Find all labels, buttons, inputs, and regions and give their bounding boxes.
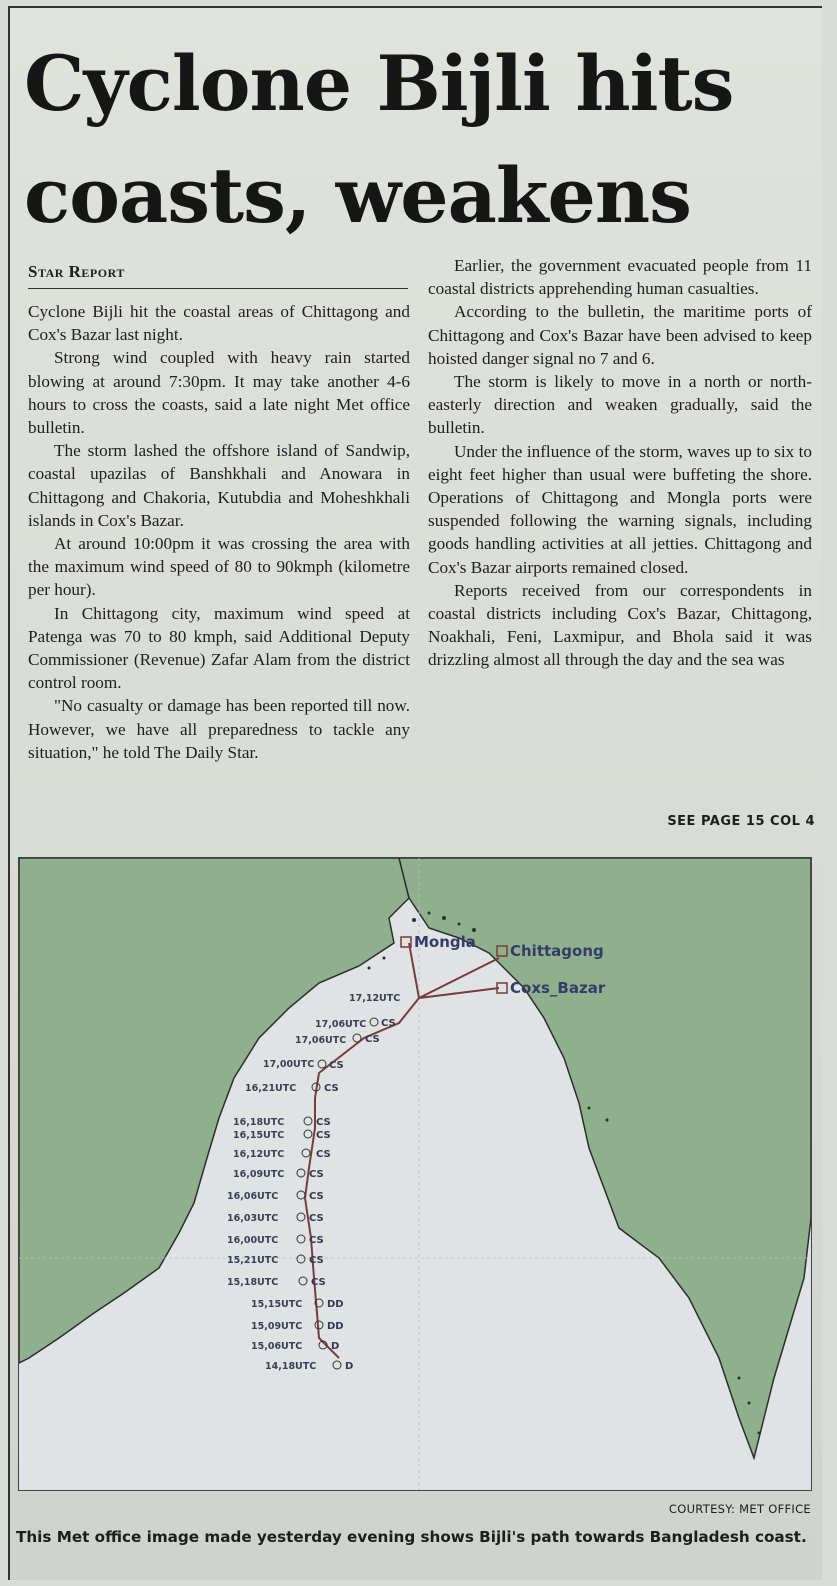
svg-text:DD: DD bbox=[327, 1321, 344, 1332]
track-point bbox=[227, 1213, 324, 1224]
cyclone-track-map bbox=[18, 857, 812, 1491]
svg-text:D: D bbox=[331, 1341, 340, 1352]
city-label-chittagong: Chittagong bbox=[510, 942, 604, 960]
svg-text:16,06UTC: 16,06UTC bbox=[227, 1191, 279, 1202]
headline-line-1: Cyclone Bijli hits bbox=[24, 39, 734, 128]
track-point bbox=[233, 1117, 331, 1128]
track-point bbox=[233, 1149, 331, 1160]
track-point bbox=[233, 1130, 331, 1141]
byline: Star Report bbox=[28, 262, 408, 289]
svg-text:CS: CS bbox=[309, 1169, 324, 1180]
svg-text:CS: CS bbox=[324, 1083, 339, 1094]
paragraph: According to the bulletin, the maritime ports of Chittagong and Cox's Bazar have been advised to keep hoisted danger signal no 7 and 6. bbox=[428, 302, 812, 368]
svg-text:17,06UTC: 17,06UTC bbox=[295, 1035, 347, 1046]
landmass-india bbox=[19, 858, 409, 1363]
svg-text:16,18UTC: 16,18UTC bbox=[233, 1117, 285, 1128]
headline bbox=[24, 28, 824, 252]
svg-text:CS: CS bbox=[381, 1018, 396, 1029]
paragraph: The storm lashed the offshore island of Sandwip, coastal upazilas of Banshkhali and Anowara in Chittagong and Chakoria, Kutubdia and Moheshkhali islands in Cox's Bazar. bbox=[28, 441, 410, 530]
image-caption: This Met office image made yesterday evening shows Bijli's path towards Bangladesh coast. bbox=[16, 1528, 807, 1546]
track-point bbox=[227, 1277, 326, 1288]
svg-text:15,15UTC: 15,15UTC bbox=[251, 1299, 303, 1310]
paragraph: Under the influence of the storm, waves up to six to eight feet higher than usual were buffeting the shore. Operations of Chittagong and Mongla ports were suspended following the warning signals, including goods handling activities at all jetties. Chittagong and Cox's Bazar airports remained closed. bbox=[428, 441, 812, 577]
city-label-mongla: Mongla bbox=[414, 933, 476, 951]
city-label-coxs-bazar: Coxs_Bazar bbox=[510, 979, 606, 997]
track-point bbox=[263, 1059, 344, 1071]
svg-text:15,06UTC: 15,06UTC bbox=[251, 1341, 303, 1352]
track-point bbox=[245, 1083, 339, 1094]
track-point bbox=[251, 1299, 344, 1310]
svg-text:15,18UTC: 15,18UTC bbox=[227, 1277, 279, 1288]
track-point bbox=[265, 1361, 353, 1372]
track-point bbox=[227, 1255, 324, 1266]
track-point bbox=[227, 1191, 324, 1202]
svg-text:CS: CS bbox=[316, 1117, 331, 1128]
track-point bbox=[315, 1018, 396, 1030]
svg-text:CS: CS bbox=[311, 1277, 326, 1288]
svg-text:CS: CS bbox=[365, 1034, 380, 1045]
track-points bbox=[227, 993, 400, 1372]
paragraph: In Chittagong city, maximum wind speed at Patenga was 70 to 80 kmph, said Additional Deputy Commissioner (Revenue) Zafar Alam from the district control room. bbox=[28, 603, 410, 693]
article-column-2 bbox=[428, 254, 812, 672]
svg-text:CS: CS bbox=[309, 1213, 324, 1224]
track-point bbox=[251, 1321, 344, 1332]
svg-text:CS: CS bbox=[309, 1191, 324, 1202]
track-point bbox=[227, 1235, 324, 1246]
svg-text:16,09UTC: 16,09UTC bbox=[233, 1169, 285, 1180]
svg-text:14,18UTC: 14,18UTC bbox=[265, 1361, 317, 1372]
headline-line-2: coasts, weakens bbox=[24, 151, 691, 240]
svg-text:16,15UTC: 16,15UTC bbox=[233, 1130, 285, 1141]
svg-text:16,21UTC: 16,21UTC bbox=[245, 1083, 297, 1094]
paragraph: At around 10:00pm it was crossing the area with the maximum wind speed of 80 to 90kmph (kilometre per hour). bbox=[28, 534, 410, 600]
svg-text:CS: CS bbox=[316, 1149, 331, 1160]
svg-text:CS: CS bbox=[316, 1130, 331, 1141]
svg-text:D: D bbox=[345, 1361, 354, 1372]
article-column-1 bbox=[28, 300, 410, 764]
cyclone-track-line bbox=[305, 943, 499, 1358]
paragraph: Cyclone Bijli hit the coastal areas of Chittagong and Cox's Bazar last night. bbox=[28, 302, 410, 345]
track-point bbox=[233, 1169, 324, 1180]
map-graphic bbox=[19, 858, 811, 1490]
svg-text:15,09UTC: 15,09UTC bbox=[251, 1321, 303, 1332]
svg-text:16,00UTC: 16,00UTC bbox=[227, 1235, 279, 1246]
paragraph: "No casualty or damage has been reported till now. However, we have all preparedness to tackle any situation," he told The Daily Star. bbox=[28, 696, 410, 762]
paragraph: Earlier, the government evacuated people from 11 coastal districts apprehending human casualties. bbox=[428, 256, 812, 299]
svg-text:CS: CS bbox=[309, 1235, 324, 1246]
track-point bbox=[295, 1034, 380, 1046]
svg-text:17,06UTC: 17,06UTC bbox=[315, 1019, 367, 1030]
paragraph: Strong wind coupled with heavy rain started blowing at around 7:30pm. It may take another 4-6 hours to cross the coasts, said a late night Met office bulletin. bbox=[28, 348, 410, 438]
svg-text:CS: CS bbox=[309, 1255, 324, 1266]
svg-text:15,21UTC: 15,21UTC bbox=[227, 1255, 279, 1266]
paragraph: The storm is likely to move in a north or north-easterly direction and weaken gradually, said the bulletin. bbox=[428, 372, 812, 438]
svg-text:17,12UTC: 17,12UTC bbox=[349, 993, 401, 1004]
continuation-note: SEE PAGE 15 COL 4 bbox=[667, 814, 815, 829]
svg-text:DD: DD bbox=[327, 1299, 344, 1310]
track-point bbox=[251, 1341, 339, 1352]
image-credit: COURTESY: MET OFFICE bbox=[668, 1502, 811, 1516]
paragraph: Reports received from our correspondents in coastal districts including Cox's Bazar, Chittagong, Noakhali, Feni, Laxmipur, and Bhola said it was drizzling almost all through the day and the sea was bbox=[428, 580, 812, 670]
svg-text:17,00UTC: 17,00UTC bbox=[263, 1059, 315, 1070]
svg-text:16,03UTC: 16,03UTC bbox=[227, 1213, 279, 1224]
svg-text:CS: CS bbox=[329, 1060, 344, 1071]
track-point bbox=[349, 993, 400, 1004]
svg-text:16,12UTC: 16,12UTC bbox=[233, 1149, 285, 1160]
